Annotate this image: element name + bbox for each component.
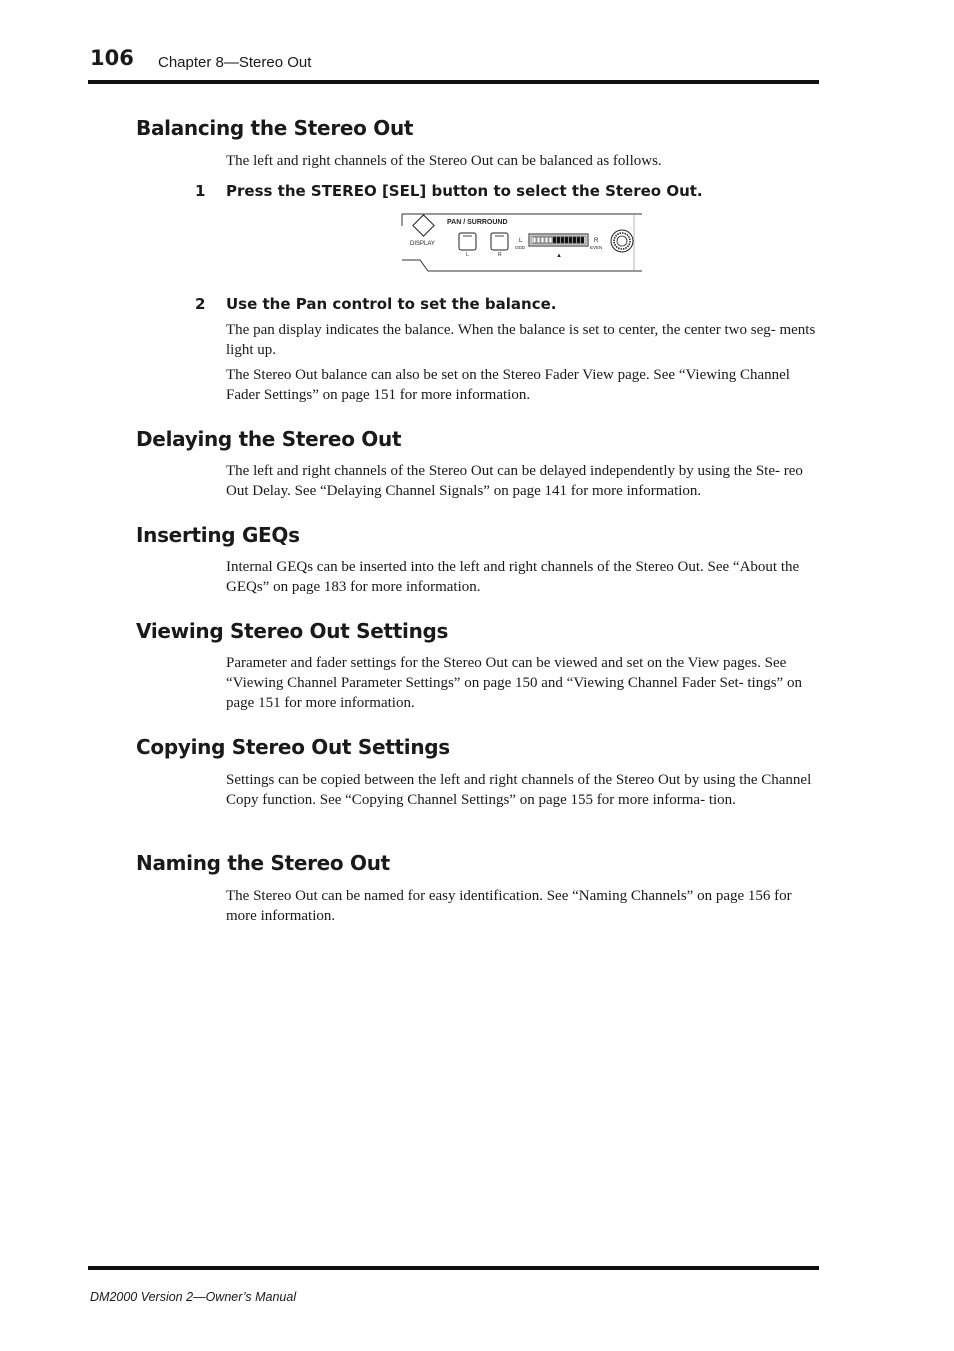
heading-copying: Copying Stereo Out Settings bbox=[136, 735, 450, 759]
step-number: 2 bbox=[195, 295, 206, 313]
balancing-intro: The left and right channels of the Stereo Out can be balanced as follows. bbox=[226, 153, 662, 169]
heading-geqs: Inserting GEQs bbox=[136, 523, 300, 547]
meter-right-label: R bbox=[594, 238, 599, 244]
naming-para: The Stereo Out can be named for easy identification. See “Naming Channels” on page 156 for more information. bbox=[226, 888, 792, 924]
display-label: DISPLAY bbox=[410, 241, 435, 247]
geqs-para: Internal GEQs can be inserted into the left and right channels of the Stereo Out. See “About the GEQs” on page 183 for more information. bbox=[226, 559, 800, 595]
viewing-para: Parameter and fader settings for the Stereo Out can be viewed and set on the View pages. See “Viewing Channel Parameter Settings” on page 150 and “Viewing Channel Fader Set- tings” on page 151 for more information. bbox=[226, 655, 802, 711]
heading-delaying: Delaying the Stereo Out bbox=[136, 427, 402, 451]
balancing-para-2: The Stereo Out balance can also be set on the Stereo Fader View page. See “Viewing Channel Fader Settings” on page 151 for more information. bbox=[226, 367, 790, 403]
pan-left-button[interactable] bbox=[459, 233, 476, 250]
step-text: Press the STEREO [SEL] button to select the Stereo Out. bbox=[226, 182, 703, 200]
delaying-para: The left and right channels of the Stereo Out can be delayed independently by using the Ste- reo Out Delay. See “Delaying Channel Signals” on page 141 for more information. bbox=[226, 463, 803, 499]
pan-surround-panel-illustration bbox=[400, 212, 644, 274]
copying-para: Settings can be copied between the left and right channels of the Stereo Out by using the Channel Copy function. See “Copying Channel Settings” on page 155 for more informa- tion. bbox=[226, 772, 812, 808]
step-2 bbox=[195, 295, 556, 313]
heading-balancing: Balancing the Stereo Out bbox=[136, 116, 414, 140]
footer-rule bbox=[88, 1266, 819, 1270]
footer-text: DM2000 Version 2—Owner’s Manual bbox=[90, 1290, 297, 1304]
btn-right-label: R bbox=[498, 252, 502, 258]
meter-left-label: L bbox=[519, 238, 523, 244]
step-text: Use the Pan control to set the balance. bbox=[226, 295, 557, 313]
pan-right-button[interactable] bbox=[491, 233, 508, 250]
meter-right-sub: EVEN bbox=[590, 245, 603, 250]
pan-surround-label: PAN / SURROUND bbox=[447, 219, 508, 226]
chapter-title: Chapter 8—Stereo Out bbox=[158, 54, 312, 71]
step-1 bbox=[195, 182, 703, 200]
step-number: 1 bbox=[195, 182, 206, 200]
btn-left-label: L bbox=[466, 252, 469, 258]
page-number: 106 bbox=[90, 46, 134, 70]
heading-viewing: Viewing Stereo Out Settings bbox=[136, 619, 449, 643]
heading-naming: Naming the Stereo Out bbox=[136, 851, 390, 875]
pan-knob[interactable] bbox=[611, 230, 633, 252]
center-mark: ▲ bbox=[556, 253, 562, 259]
page-header bbox=[88, 46, 819, 80]
header-rule bbox=[88, 80, 819, 84]
meter-left-sub: ODD bbox=[515, 245, 525, 250]
balancing-para-1: The pan display indicates the balance. When the balance is set to center, the center two seg- ments light up. bbox=[226, 322, 816, 358]
display-diamond-icon bbox=[413, 215, 434, 236]
pan-meter-display bbox=[529, 234, 588, 246]
